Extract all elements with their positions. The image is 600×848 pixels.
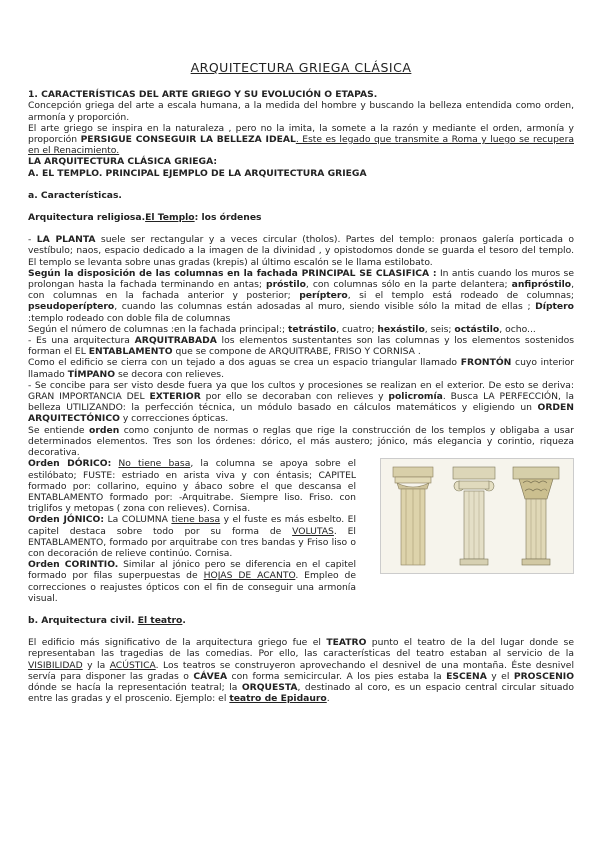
paragraph: Concepción griega del arte a escala humana, a la medida del hombre y buscando la belleza entendida como orden, armonía y proporción. [28, 100, 574, 123]
theatre-paragraph: El edificio más significativo de la arquitectura griego fue el TEATRO punto el teatro de la del lugar donde se representaban las tragedias de las comedias. Por ello, las características del teatro estaban al servicio de la VISIBILIDAD y la ACÚSTICA. Los teatros se construyeron aprovechando el desnivel de una montaña. Éste desnivel servía para disponer las gradas o CÁVEA con forma semicircular. A los pies estaba la ESCENA y el PROSCENIO dónde se hacía la representación teatral; la ORQUESTA, destinado al coro, es un espacio central circular situado entre las gradas y el proscenio. Ejemplo: el teatro de Epidauro. [28, 637, 575, 705]
paragraph: Según el número de columnas :en la fachada principal:; tetrástilo, cuatro; hexástilo, seis; octástilo, ocho... [28, 323, 536, 335]
section-b-heading: b. Arquitectura civil. El teatro. [28, 614, 186, 626]
corinthian-order-paragraph: Orden CORINTIO. Similar al jónico pero se diferencia en el capitel formado por filas superpuestas de HOJAS DE ACANTO. Empleo de correcciones o reajustes ópticos con el fin de conseguir una armonía visual. [28, 559, 357, 604]
subheading: Arquitectura religiosa.El Templo: los órdenes [28, 212, 262, 224]
paragraph: Como el edificio se cierra con un tejado a dos aguas se crea un espacio triangular llamado FRONTÓN cuyo interior llamado TÍMPANO se decora con relieves. [28, 357, 575, 380]
paragraph: Se entiende orden como conjunto de normas o reglas que rige la construcción de los templos y obligaba a usar determinados elementos. Tres son los órdenes: dórico, el más austero; jónico, más elegancia y corintio, riqueza decorativa. [28, 424, 575, 459]
column-orders-illustration [380, 458, 574, 574]
orders-block [28, 458, 574, 604]
column-orders-image [381, 459, 573, 573]
subheading: A. EL TEMPLO. PRINCIPAL EJEMPLO DE LA ARQUITECTURA GRIEGA [28, 167, 367, 179]
paragraph: El arte griego se inspira en la naturaleza , pero no la imita, la somete a la razón y mediante el orden, armonía y proporción PERSIGUE CONSEGUIR LA BELLEZA IDEAL. Este es legado que transmite a Roma y luego se recupera en el Renacimiento. [28, 122, 574, 157]
doric-order-paragraph: Orden DÓRICO: No tiene basa, la columna se apoya sobre el estilóbato; FUSTE: estriado en arista viva y con éntasis; CAPITEL formado por: collarino, equino y ábaco sobre el que descansa el ENTABLAMENTO formado por: -Arquitrabe. Siempre liso. Friso. con triglifos y metopas ( zona con relieves). Cornisa. [28, 458, 356, 515]
ionic-order-paragraph: Orden JÓNICO: La COLUMNA tiene basa y el fuste es más esbelto. El capitel destaca sobre todo por su forma de VOLUTAS. El ENTABLAMENTO, formado por arquitrabe con tres bandas y Friso liso o con decoración de relieve continúo. Cornisa. [28, 514, 356, 559]
section-a-heading: a. Características. [28, 189, 122, 201]
paragraph: - Se concibe para ser visto desde fuera ya que los cultos y procesiones se realizan en el exterior. De esto se deriva: GRAN IMPORTANCIA DEL EXTERIOR por ello se decoraban con relieves y policromía. Busca LA PERFECCIÓN, la belleza UTILIZANDO: la perfección técnica, un módulo basado en cálculos matemáticos y eligiendo un ORDEN ARQUITECTÓNICO y correcciones ópticas. [28, 379, 574, 425]
page-title: ARQUITECTURA GRIEGA CLÁSICA [190, 60, 412, 75]
paragraph: - Es una arquitectura ARQUITRABADA los elementos sustentantes son las columnas y los elementos sostenidos forman el EL ENTABLAMENTO que se compone de ARQUITRABE, FRISO Y CORNISA . [28, 335, 574, 358]
paragraph: - LA PLANTA suele ser rectangular y a veces circular (tholos). Partes del templo: pronaos galería porticada o vestíbulo; naos, espacio dedicado a la imagen de la divinidad , y opistodomos donde se guarda el tesoro del templo. El templo se levanta sobre unas gradas (krepis) al último escalón se le llama estilobato. [28, 234, 574, 268]
section-1-heading: 1. CARACTERÍSTICAS DEL ARTE GRIEGO Y SU EVOLUCIÓN O ETAPAS. [28, 89, 378, 101]
paragraph: Según la disposición de las columnas en la fachada PRINCIPAL SE CLASIFICA : In antis cuando los muros se prolongan hasta la fachada terminando en antas; próstilo, con columnas sólo en la parte delantera; anfipróstilo, con columnas en la fachada anterior y posterior; períptero, si el templo está rodeado de columnas; pseudoperíptero, cuando las columnas están adosadas al muro, siendo visible sólo la mitad de ellas ; Díptero :templo rodeado con doble fila de columnas [28, 267, 574, 324]
document-page [28, 62, 574, 704]
subheading: LA ARQUITECTURA CLÁSICA GRIEGA: [28, 156, 218, 168]
